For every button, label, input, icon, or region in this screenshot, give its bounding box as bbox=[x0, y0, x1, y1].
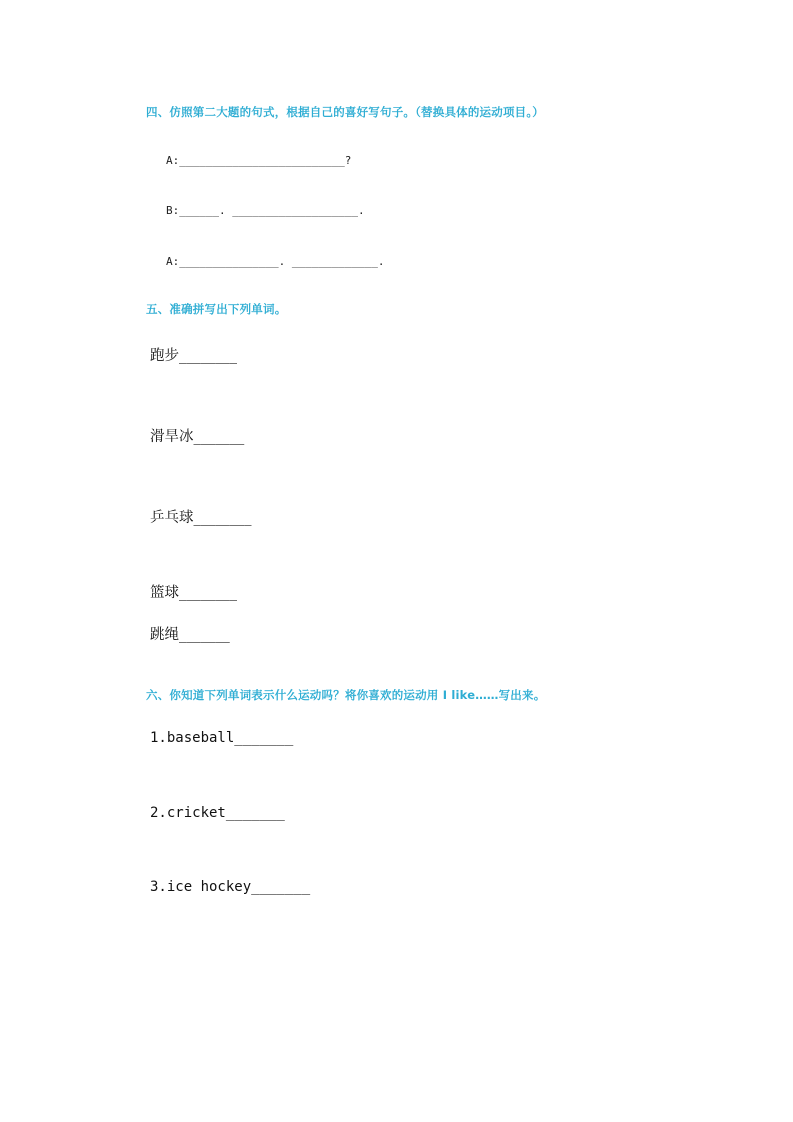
vocab-item-rollerskating[interactable]: 滑旱冰_______ bbox=[150, 428, 245, 445]
sport-word-cricket[interactable]: 2.cricket_______ bbox=[150, 804, 285, 821]
section-four-heading: 四、仿照第二大题的句式，根据自己的喜好写句子。（替换具体的运动项目。） bbox=[146, 105, 544, 119]
section-six bbox=[146, 687, 643, 896]
vocab-item-tabletennis[interactable]: 乒乓球________ bbox=[150, 509, 252, 526]
section-four-line-2[interactable]: B:______. ___________________. bbox=[166, 204, 365, 218]
section-four-line-1[interactable]: A:_________________________? bbox=[166, 154, 352, 168]
vocab-item-running[interactable]: 跑步________ bbox=[150, 348, 237, 365]
section-four bbox=[146, 104, 643, 269]
vocab-item-ropeskipping[interactable]: 跳绳_______ bbox=[150, 627, 230, 644]
sport-word-icehockey[interactable]: 3.ice hockey_______ bbox=[150, 878, 311, 895]
section-six-heading: 六、你知道下列单词表示什么运动吗？将你喜欢的运动用 I like……写出来。 bbox=[146, 688, 546, 703]
vocab-item-basketball[interactable]: 篮球________ bbox=[150, 584, 237, 601]
section-five-heading: 五、准确拼写出下列单词。 bbox=[146, 301, 287, 316]
sport-word-baseball[interactable]: 1.baseball_______ bbox=[150, 730, 294, 747]
section-four-line-3[interactable]: A:_______________. _____________. bbox=[166, 254, 385, 268]
section-five bbox=[146, 301, 643, 645]
